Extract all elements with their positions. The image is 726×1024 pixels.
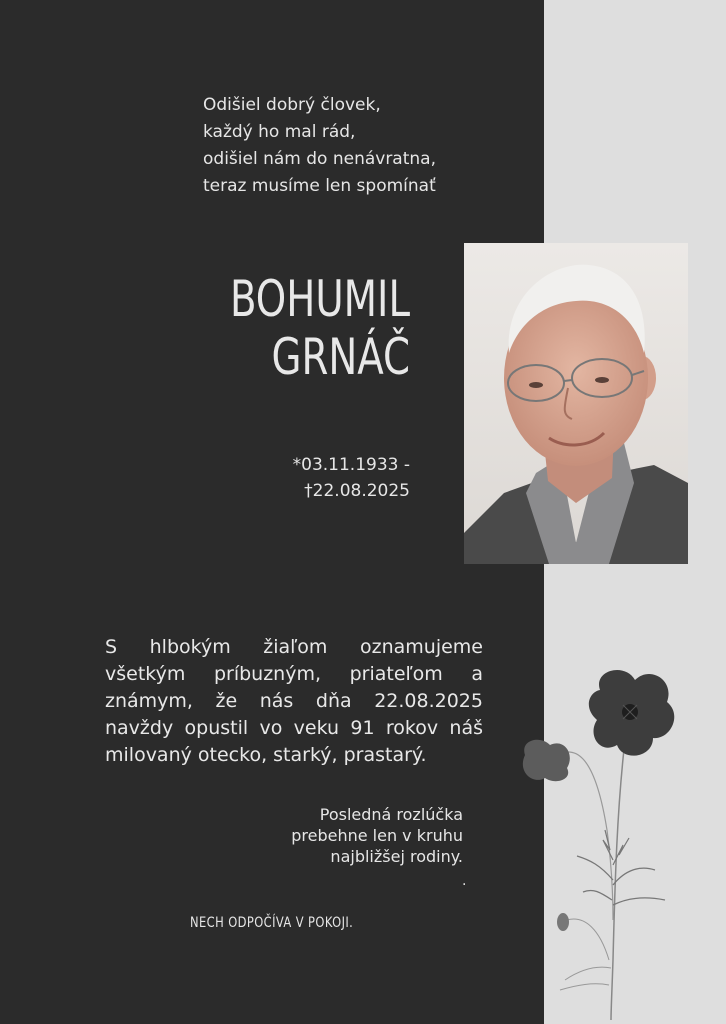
- first-name: BOHUMIL: [230, 270, 410, 328]
- poppy-flower-icon: [505, 660, 695, 1020]
- death-date: †22.08.2025: [304, 481, 410, 501]
- poem-line: teraz musíme len spomínať: [203, 176, 436, 196]
- farewell-note: [230, 804, 463, 867]
- farewell-line: Posledná rozlúčka: [319, 805, 463, 824]
- closing-phrase: NECH ODPOČÍVA V POKOJI.: [190, 915, 354, 931]
- poem-line: odišiel nám do nenávratna,: [203, 149, 436, 169]
- farewell-line: prebehne len v kruhu: [291, 826, 463, 845]
- birth-date: *03.11.1933 -: [292, 455, 410, 475]
- poem: [203, 92, 523, 200]
- announcement-text: S hlbokým žiaľom oznamujeme všetkým príbuzným, priateľom a známym, že nás dňa 22.08.2025 navždy opustil vo veku 91 rokov náš milovaný otecko, starký, prastarý.: [105, 636, 483, 766]
- portrait-photo: [464, 243, 688, 564]
- farewell-line: najbližšej rodiny.: [330, 847, 463, 866]
- poem-line: Odišiel dobrý človek,: [203, 95, 381, 115]
- poem-line: každý ho mal rád,: [203, 122, 356, 142]
- portrait-icon: [464, 243, 688, 564]
- life-dates: [230, 452, 410, 504]
- trailing-dot: .: [462, 873, 467, 889]
- deceased-name: [186, 270, 410, 386]
- last-name: GRNÁČ: [271, 328, 410, 386]
